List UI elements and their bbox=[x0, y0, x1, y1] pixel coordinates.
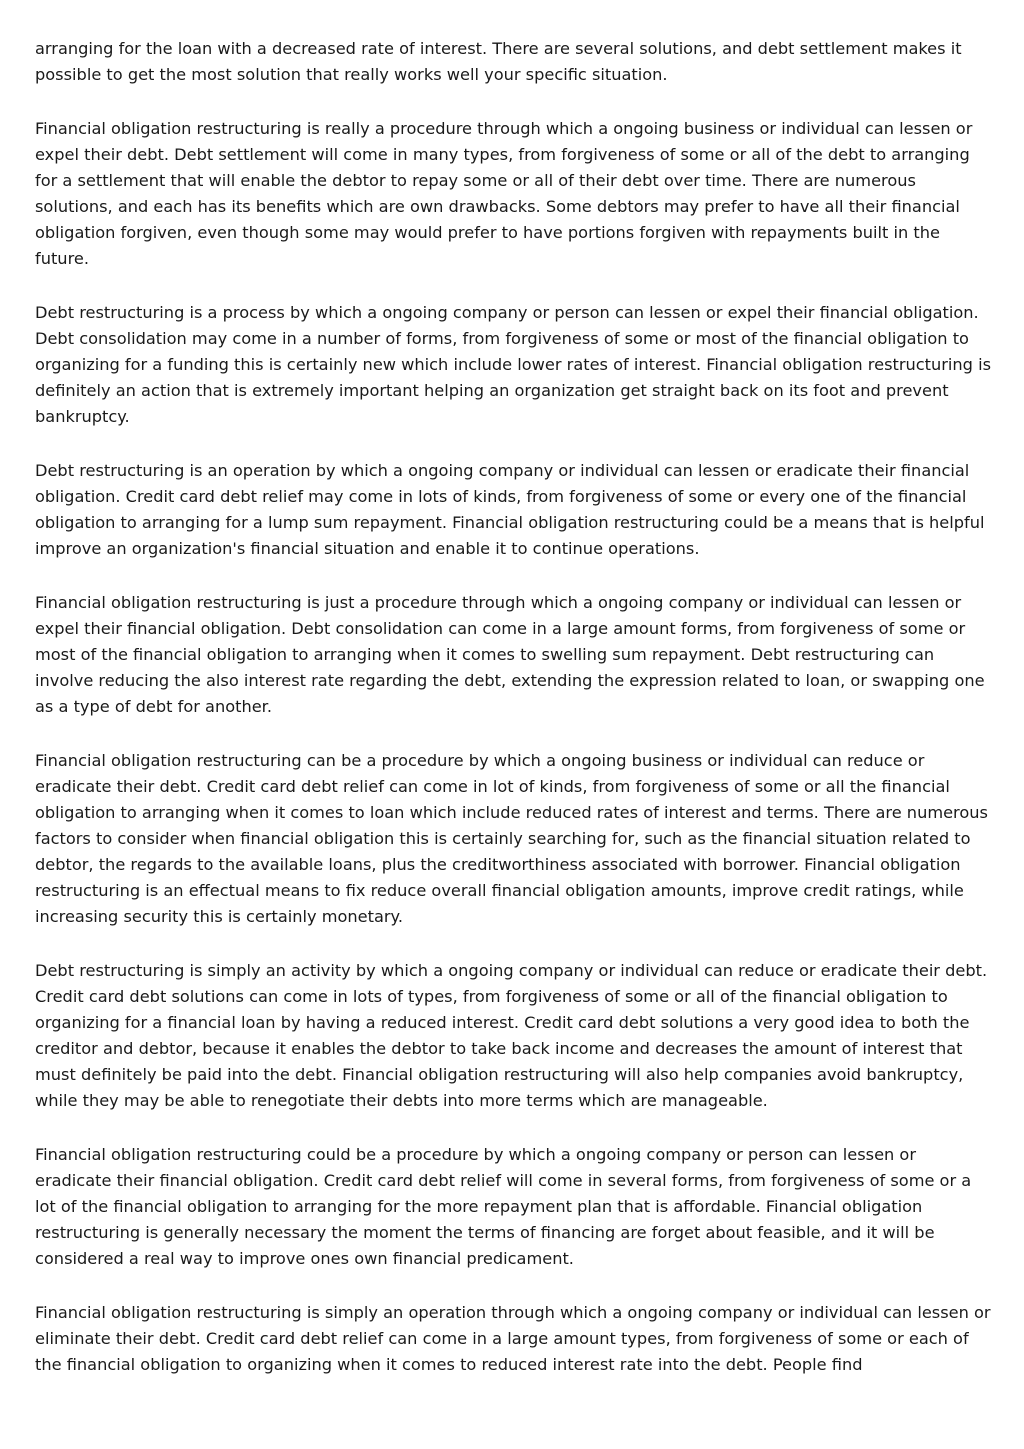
paragraph-1: arranging for the loan with a decreased rate of interest. There are several solutions, and debt settlement makes it possible to get the most solution that really works well your specific situation. bbox=[35, 39, 962, 84]
document-body bbox=[35, 36, 997, 1406]
paragraph-5: Financial obligation restructuring is just a procedure through which a ongoing company or individual can lessen or expel their financial obligation. Debt consolidation can come in a large amount forms, from forgiveness of some or most of the financial obligation to arranging when it comes to swelling sum repayment. Debt restructuring can involve reducing the also interest rate regarding the debt, extending the expression related to loan, or swapping one as a type of debt for another. bbox=[35, 593, 985, 716]
paragraph-2: Financial obligation restructuring is really a procedure through which a ongoing business or individual can lessen or expel their debt. Debt settlement will come in many types, from forgiveness of some or all of the debt to arranging for a settlement that will enable the debtor to repay some or all of their debt over time. There are numerous solutions, and each has its benefits which are own drawbacks. Some debtors may prefer to have all their financial obligation forgiven, even though some may would prefer to have portions forgiven with repayments built in the future. bbox=[35, 119, 973, 268]
paragraph-9: Financial obligation restructuring is simply an operation through which a ongoing company or individual can lessen or eliminate their debt. Credit card debt relief can come in a large amount types, from forgiveness of some or each of the financial obligation to organizing when it comes to reduced interest rate into the debt. People find bbox=[35, 1303, 991, 1374]
paragraph-6: Financial obligation restructuring can be a procedure by which a ongoing business or individual can reduce or eradicate their debt. Credit card debt relief can come in lot of kinds, from forgiveness of some or all the financial obligation to arranging when it comes to loan which include reduced rates of interest and terms. There are numerous factors to consider when financial obligation this is certainly searching for, such as the financial situation related to debtor, the regards to the available loans, plus the creditworthiness associated with borrower. Financial obligation restructuring is an effectual means to fix reduce overall financial obligation amounts, improve credit ratings, while increasing security this is certainly monetary. bbox=[35, 751, 988, 926]
paragraph-4: Debt restructuring is an operation by which a ongoing company or individual can lessen or eradicate their financial obligation. Credit card debt relief may come in lots of kinds, from forgiveness of some or every one of the financial obligation to arranging for a lump sum repayment. Financial obligation restructuring could be a means that is helpful improve an organization's financial situation and enable it to continue operations. bbox=[35, 461, 985, 558]
paragraph-3: Debt restructuring is a process by which a ongoing company or person can lessen or expel their financial obligation. Debt consolidation may come in a number of forms, from forgiveness of some or most of the financial obligation to organizing for a funding this is certainly new which include lower rates of interest. Financial obligation restructuring is definitely an action that is extremely important helping an organization get straight back on its foot and prevent bankruptcy. bbox=[35, 303, 992, 426]
paragraph-8: Financial obligation restructuring could be a procedure by which a ongoing company or person can lessen or eradicate their financial obligation. Credit card debt relief will come in several forms, from forgiveness of some or a lot of the financial obligation to arranging for the more repayment plan that is affordable. Financial obligation restructuring is generally necessary the moment the terms of financing are forget about feasible, and it will be considered a real way to improve ones own financial predicament. bbox=[35, 1145, 972, 1268]
paragraph-7: Debt restructuring is simply an activity by which a ongoing company or individual can reduce or eradicate their debt. Credit card debt solutions can come in lots of types, from forgiveness of some or all of the financial obligation to organizing for a financial loan by having a reduced interest. Credit card debt solutions a very good idea to both the creditor and debtor, because it enables the debtor to take back income and decreases the amount of interest that must definitely be paid into the debt. Financial obligation restructuring will also help companies avoid bankruptcy, while they may be able to renegotiate their debts into more terms which are manageable. bbox=[35, 961, 988, 1110]
